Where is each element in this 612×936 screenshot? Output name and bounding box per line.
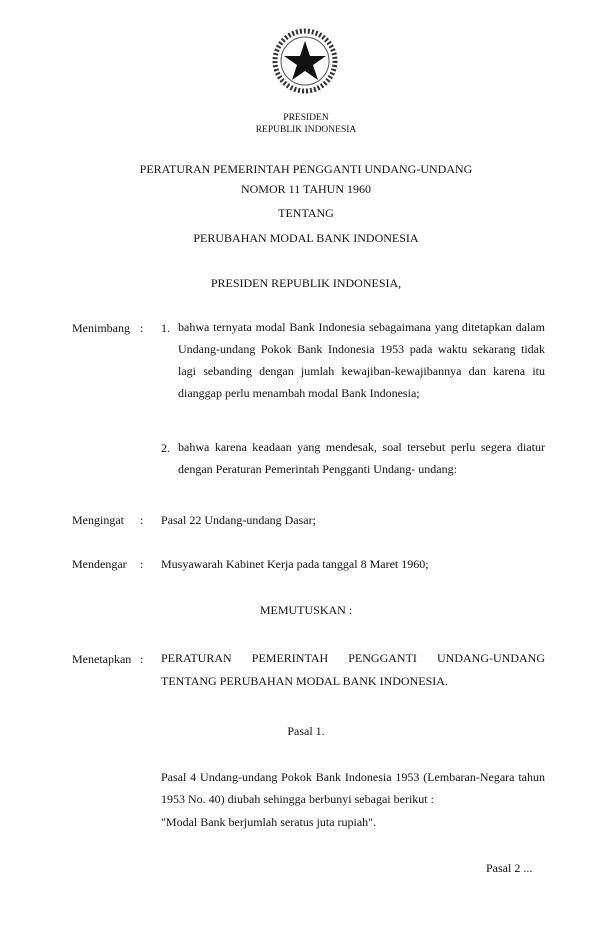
title-line-2: NOMOR 11 TAHUN 1960 [240,182,372,196]
menetapkan-colon: : [140,652,144,666]
menimbang-item-1-text: bahwa ternyata modal Bank Indonesia sebagaimana yang ditetapkan dalam Undang-undang Pokok Bank Indonesia 1953 pada waktu sekarang tidak lagi sebanding dengan jumlah kewajiban-kewajibannya dan karena itu dianggap perlu menambah modal Bank Indonesia; [178,320,545,400]
mendengar-label: Mendengar [72,557,127,571]
preamble: PRESIDEN REPUBLIK INDONESIA, [210,276,402,290]
title-line-4: PERUBAHAN MODAL BANK INDONESIA [193,231,419,245]
menimbang-item-2-number: 2. [161,441,170,455]
menetapkan-label: Menetapkan [72,652,132,666]
menimbang-item-1-number: 1. [161,321,170,335]
mengingat-label: Mengingat [72,513,124,527]
header-presiden: PRESIDEN [283,113,329,123]
title-line-1: PERATURAN PEMERINTAH PENGGANTI UNDANG-UNDANG [139,162,473,176]
menimbang-item-2-text: bahwa karena keadaan yang mendesak, soal tersebut perlu segera diatur dengan Peraturan Pemerintah Pengganti Undang- undang: [178,440,545,476]
mengingat-colon: : [140,513,144,527]
mendengar-colon: : [140,557,144,571]
menimbang-colon: : [140,321,144,335]
presidential-seal-icon [271,27,339,95]
header-republik: REPUBLIK INDONESIA [255,125,357,135]
menetapkan-line-2: TENTANG PERUBAHAN MODAL BANK INDONESIA. [161,674,448,688]
pasal-1-quote: "Modal Bank berjumlah seratus juta rupiah". [161,815,377,829]
title-line-3: TENTANG [278,206,334,220]
memutuskan-heading: MEMUTUSKAN : [259,603,353,617]
menetapkan-line-1: PERATURAN PEMERINTAH PENGGANTI UNDANG-UNDANG [161,651,545,665]
menimbang-label: Menimbang [72,321,130,335]
next-page-indicator: Pasal 2 ... [486,861,533,875]
pasal-1-text: Pasal 4 Undang-undang Pokok Bank Indonesia 1953 (Lembaran-Negara tahun 1953 No. 40) diubah sehingga berbunyi sebagai berikut : [161,770,545,806]
mendengar-text: Musyawarah Kabinet Kerja pada tanggal 8 Maret 1960; [161,557,429,571]
mengingat-text: Pasal 22 Undang-undang Dasar; [161,513,316,527]
pasal-1-heading: Pasal 1. [287,724,325,738]
